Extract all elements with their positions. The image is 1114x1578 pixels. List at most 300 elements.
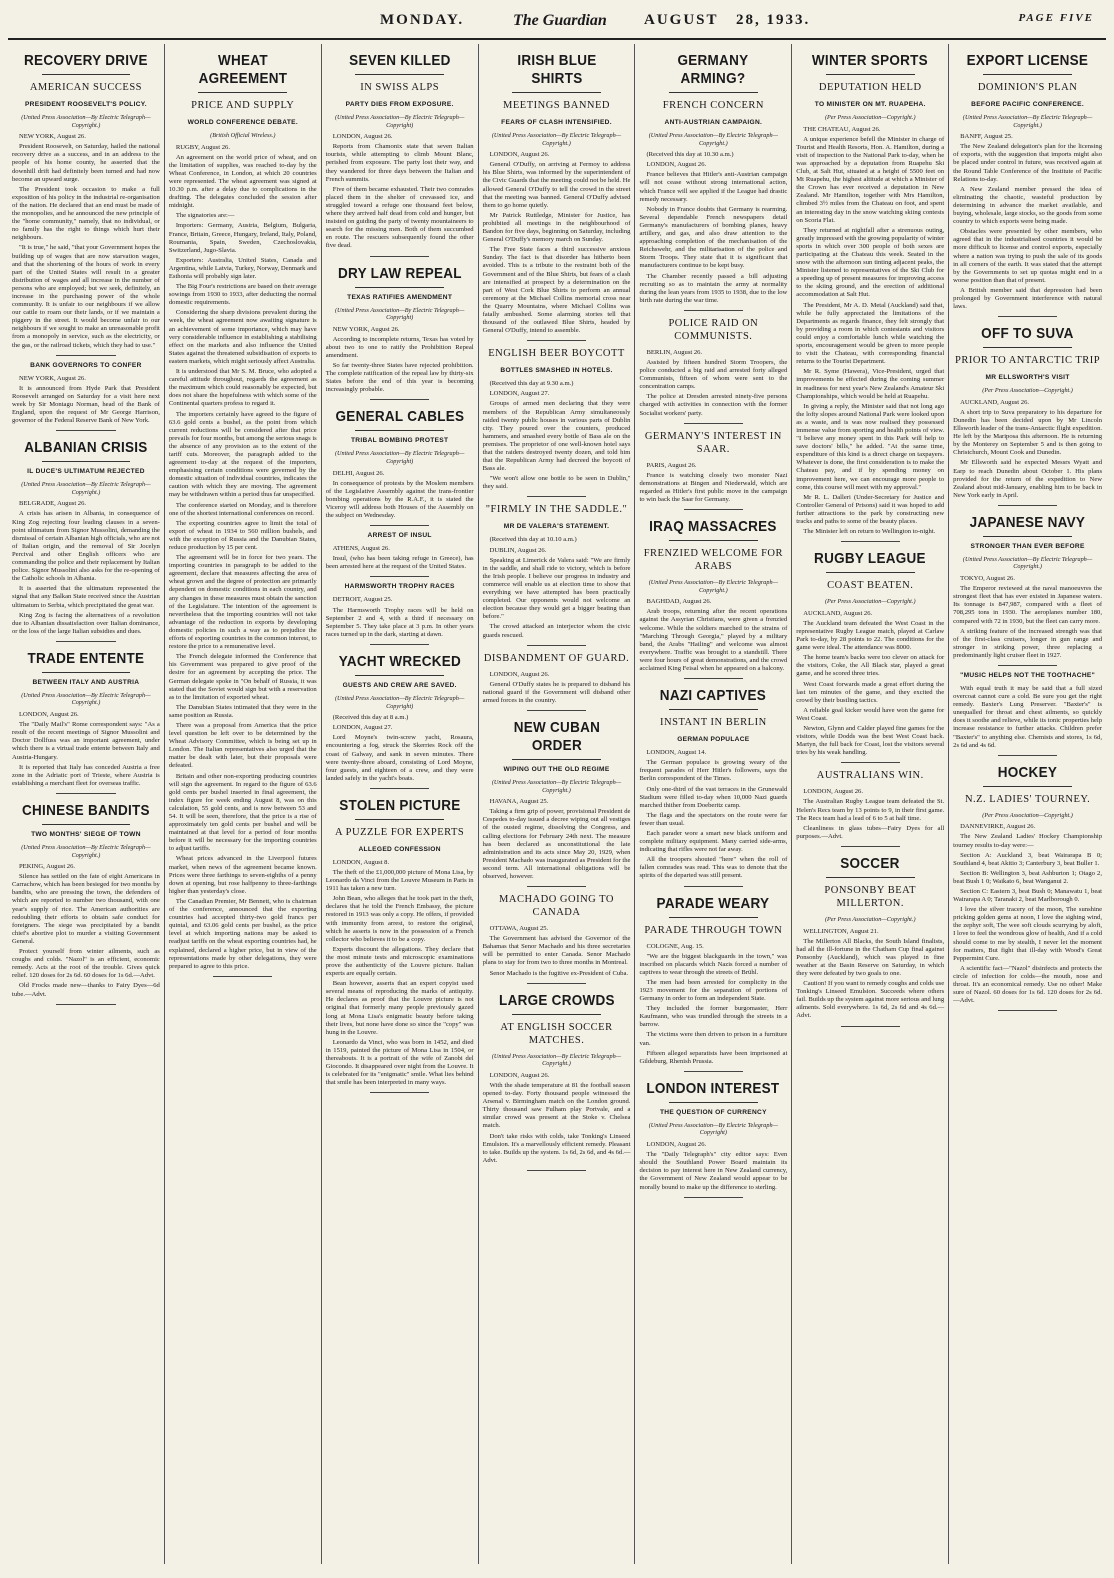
article-dateline: COLOGNE, Aug. 15. (646, 942, 704, 950)
article-deck: HARMSWORTH TROPHY RACES (344, 583, 455, 591)
article-dateline: AUCKLAND, August 26. (803, 609, 873, 617)
headline-rule (983, 536, 1072, 537)
article-credit: (United Press Association—By Electric Telegraph—Copyright.) (21, 691, 151, 707)
article-headline: PARADE WEARY (656, 894, 770, 912)
column-3 (322, 44, 479, 1564)
column-1 (8, 44, 165, 1564)
article-paragraph: The Millerton All Blacks, the South Island finalists, had all the ill-fortune in the Chatham Cup final against Ponsonby (Auckland), which was played in fine weather at the Basin Reserve on Saturday, in which they were defeated by two goals to one. (796, 937, 945, 977)
article-paragraph: The signatories are:— (175, 212, 235, 220)
article-dateline: LONDON, August 26. (332, 133, 393, 141)
article-deck: TRIBAL BOMBING PROTEST (350, 437, 449, 445)
article-subheading: IN SWISS ALPS (360, 82, 440, 93)
article-deck: ARREST OF INSUL (367, 532, 432, 540)
article (953, 764, 1102, 1012)
article-deck: BANK GOVERNORS TO CONFER (30, 361, 142, 369)
article-separator (213, 976, 272, 977)
article-deck: GUESTS AND CREW ARE SAVED. (342, 681, 457, 689)
article-credit: (United Press Association—By Electric Telegraph—Copyright.) (21, 843, 151, 859)
article-paragraph: The crowd attacked an interjector whom the civic guards rescued. (482, 623, 631, 639)
article-paragraph: An agreement on the world price of wheat, and on the limitation of supplies, was reached to-day by the Wheat Conference, in London, at which 20 countries were represented. The wheat agreement was signed at 10.30 p.m. after a delay due to complications in the drafting. The delegates concluded the session after midnight. (168, 153, 317, 210)
article-paragraph: The Emperor reviewed at the naval manoeuvres the strongest fleet that has ever existed in Japanese waters. Its tonnage is 847,987, compared with a fleet of 708,295 tons in 1930. The aeroplanes number 180, compared with 72 in 1930, but the fleet can carry more. (953, 585, 1103, 625)
article-dateline: With equal truth it may be said that a full sized overcoat cannot cure a cold. Be sure you get the right remedy. Baxter's Lung Preserver. "Baxter's" is unequalled for throat and chest ailments, so quickly does it soothe and relieve, while its tonic properties help increase resistance to further attacks. Children prefer "Baxter's" to anything else. Chemists and stores, 1s 6d, 2s 6d and 4s 6d. (953, 685, 1103, 749)
article-paragraph: The "Daily Mail's" Rome correspondent says: "As a result of the recent meetings of Signor Mussolini and Doctor Dollfuss was an important agreement, under which there is a virtual trade entente between Italy and Austria-Hungary. (12, 721, 160, 761)
article-paragraph: LONDON, August 27. (489, 390, 550, 398)
article-paragraph: Leonardo da Vinci, who was born in 1452, and died in 1519, painted the picture of Mona Lisa in 1504, or thereabouts. It is a portrait of the wife of Zanobi del Giocondo. It disappeared over night from the Louvre. It is celebrated for its "enigmatic" smile. What lies behind that smile has been interpreted in many ways. (325, 1038, 474, 1087)
article-paragraph: Old Frocks made new—thanks to Fairy Dyes—6d tube.—Advt. (12, 982, 160, 998)
headline-rule (355, 675, 444, 676)
article-separator (527, 1170, 586, 1171)
article-dateline: BERLIN, August 26. (646, 348, 703, 356)
headline-rule (355, 74, 444, 75)
article-paragraph: Mr R. L. Dalleri (Under-Secretary for Justice and Controller General of Prisons) said it was hoped to add further attractions to the park by constructing new tracks and paths to some of the beauty places. (796, 493, 945, 525)
article-paragraph: The home team's backs were too clever on attack for the visitors, Coke, the All Black star, played a great game, and he scored three tries. (796, 654, 945, 678)
article-dateline: LONDON, August 26. (646, 1141, 707, 1149)
article-credit: (United Press Association—By Electric Telegraph—Copyright) (334, 306, 465, 322)
article-deck: TWO MONTHS' SIEGE OF TOWN (31, 830, 141, 838)
article-dateline: BANFF, August 25. (960, 133, 1013, 141)
article-paragraph: The agreement will be in force for two years. The importing countries in paragraph to be added to the agreement, declare that measures affecting the area of wheat grown and the degree of protection are primarily dependent on domestic conditions in each country, and any changes in these measures must obtain the sanction of the Legislature. The intention of the agreement is nevertheless that the importing countries will not take advantage of the reduction in exports by developing domestic policies in such a way as to prejudice the efforts of exporting countries in the common interest, to restore the price to a remunerative level. (168, 554, 317, 651)
article-headline: SEVEN KILLED (348, 52, 451, 69)
article-paragraph: Reports from Chamonix state that seven Italian tourists, while attempting to climb Mount Blanc, perished from exposure. The party lost their way, and they wandered for three days between the Italian and French summits. (325, 143, 474, 183)
article-paragraph: A striking feature of the increased strength was that of the first-class cruisers, longer in gun range and stronger in striking power, three replacing a predominantly light cruiser fleet in 1927. (953, 627, 1103, 659)
article-dateline: NEW YORK, August 26. (19, 374, 86, 382)
article-separator (527, 983, 586, 984)
article-paragraph: The Minister left on return to Wellington to-night. (803, 528, 936, 536)
article-paragraph: Britain and other non-exporting producing countries will sign the agreement. In regard to the figure of 63.6 gold cents per bushel inserted in final agreement, the index figure for week ending August 8, was on this calculation, 55 gold cents, and is now between 53 and 54. It will be seen, therefore, that the price is a rise of approximately ten gold cents per bushel and will be maintained at that level for a period of four months before it will be necessary for the importing countries to adjust tariffs. (168, 772, 317, 853)
article-deck: STRONGER THAN EVER BEFORE (970, 542, 1085, 550)
article-credit: (United Press Association—By Electric Telegraph—Copyright) (334, 450, 465, 466)
article-subheading: DOMINION'S PLAN (977, 82, 1078, 93)
article-paragraph: Each parader wore a smart new black uniform and complete military equipment. Many carried side-arms, indicating that rifles were not far away. (639, 829, 788, 854)
article-paragraph: It is asserted that the ultimatum represented the signal that any Balkan State received since the Austrian ultimatum to Serbia, which precipitated the great war. (12, 585, 160, 609)
article-dateline: LONDON, August 26. (489, 151, 550, 159)
article-paragraph: DUBLIN, August 26. (489, 546, 547, 554)
article-paragraph: Section C: Eastern 3, beat Bush 0; Manawatu 1, beat Wairarapa A 0; Taranaki 2, beat Marlborough 0. (953, 888, 1103, 904)
article (953, 325, 1102, 506)
masthead-page-number: PAGE FIVE (1018, 12, 1094, 24)
article-separator (527, 710, 586, 711)
article-separator (527, 886, 586, 887)
column-7 (949, 44, 1106, 1564)
article-credit: (United Press Association—By Electric Telegraph—Copyright.) (491, 1052, 622, 1068)
headline-rule (826, 877, 915, 878)
article (639, 430, 787, 510)
article-paragraph: The Harmsworth Trophy races will be held on September 2 and 4, with a third if necessary on September 5. They take place at 3 p.m. In other years races turned up in the dark, starting at dawn. (325, 606, 474, 638)
article (12, 439, 160, 642)
article-dateline: (Received this day at 10.10 a.m.) (489, 536, 577, 544)
article-paragraph: Groups of armed men declaring that they were members of the Republican Army simultaneously raided twenty public houses in various parts of Dublin city. They poured over the counters, produced hammers, and smashed every bottle of Bass ale on the premises. The proprietor of one well-known hotel says that the raiders destroyed twenty dozen, and told him that the Republican Army had decreed the boycott of Bass ale. (482, 400, 631, 473)
article-headline: DRY LAW REPEAL (337, 264, 462, 282)
article (169, 52, 317, 977)
article-paragraph: Lord Moyne's twin-screw yacht, Rosaura, encountering a fog, struck the Skerries Rock off the coast of Galway, and sank in seven minutes. There were twenty-three aboard, consisting of Lord Moyne, four guests, and eighteen of a crew, and they were landed safely in the yacht's boats. (325, 734, 474, 782)
article-subheading: N.Z. LADIES' TOURNEY. (964, 793, 1091, 805)
article-paragraph: A British member said that depression had been prolonged by Government interference with natural laws. (953, 286, 1103, 311)
article (953, 514, 1102, 666)
article-credit: (United Press Association—By Electric Telegraph—Copyright.) (21, 481, 151, 496)
article-paragraph: They returned at nightfall after a strenuous outing, greatly impressed with the growing popularity of winter sports in which over 300 people of both sexes are participating at the Chateau this week. Seated in the snow with the afternoon sun tinting adjacent peaks, the Minister listened to representatives of the Ski Club for a speeding up of present measures for improving access to the skiing ground, and the erection of additional accommodation at Salt Hut. (796, 226, 945, 299)
article-separator (56, 1004, 115, 1005)
article-subheading: COAST BEATEN. (827, 580, 914, 592)
article-paragraph: Senor Machado is the fugitive ex-President of Cuba. (489, 969, 629, 977)
headline-rule (42, 672, 131, 673)
article-paragraph: A unique experience befell the Minister in charge of Tourist and Health Resorts, Hon. A. Hamilton, during a visit of inspection to the National Park to-day, when he was approached by a deputation from Ruapehu Ski Club, at Salt Hut, situated at a height of 5500 feet on Mt Ruapehu, the highest altitude at which a Minister of the Crown has ever received a deputation in New Zealand. Mr Hamilton, together with Mrs Hamilton, climbed 3½ miles from the Chateau on foot, and spent an interesting day in the snow watching skiing contests on Scoria Flat. (796, 135, 945, 224)
article (483, 52, 631, 341)
article-headline: NEW CUBAN ORDER (513, 718, 600, 754)
article (639, 518, 787, 679)
article (639, 895, 787, 1072)
article-credit: (Per Press Association—Copyright.) (982, 811, 1073, 819)
article-dateline: (Received this day at 8 a.m.) (332, 714, 409, 722)
article-paragraph: The conference started on Monday, and is therefore one of the shortest international conferences on record. (168, 501, 317, 517)
column-4 (479, 44, 636, 1564)
article (483, 893, 631, 984)
article-separator (370, 1092, 429, 1093)
headline-rule (826, 572, 915, 573)
article-paragraph: Mr Ellsworth said he expected Messrs Wyatt and Earp to reach Dunedin about October 1. His plans provided for the return of the expedition to New Zealand about mid-January, enabling him to be back in New York early in April. (953, 459, 1103, 499)
article (483, 719, 631, 887)
article-deck: MR DE VALERA'S STATEMENT. (503, 523, 610, 531)
headline-rule (42, 74, 131, 75)
article (796, 769, 944, 847)
article-paragraph: A short trip to Suva preparatory to his departure for Dunedin has been decided upon by Mr Lincoln Ellsworth leader of the trans-Antarctic flight expedition. He left by the Mariposa this afternoon. He is returning by the Monterey on September 5 and is then going to Christchurch, Mount Cook and Dunedin. (953, 408, 1103, 457)
article-paragraph: Section A: Auckland 3, beat Wairarapa B 0; Southland 4, beat Akitio 3; Canterbury 3, beat Buller 1. (953, 851, 1103, 867)
article-credit: (United Press Association—By Electric Telegraph—Copyright) (334, 694, 465, 710)
article-dateline: LONDON, August 26. (19, 711, 79, 719)
article (12, 52, 160, 356)
article-paragraph: It is reported that Italy has conceded Austria a free zone in the Adriatic port of Trieste, where Austria is establishing a merchant fleet for overseas traffic. (12, 763, 160, 787)
article-paragraph: Don't take risks with colds, take Tonking's Linseed Emulsion. It's a marvellously efficient remedy. Pleasant to take. Builds up the system. 1s 6d, 2s 6d, and 4s 6d.—Advt. (482, 1132, 631, 1164)
article-paragraph: Arab troops, returning after the recent operations against the Assyrian Christians, were given a frenzied welcome. While the soldiers marched to the strains of "Marching Through Georgia," played by a military band, the Arabs "Hailing" and welcome was almost everywhere. Traffic was brought to a standstill. There were four hours of great demonstrations, and the crowd acclaimed King Feisal when he appeared on a balcony. (639, 608, 788, 673)
article (639, 687, 787, 886)
article-dateline: BELGRADE, August 26. (19, 500, 87, 508)
article-paragraph: I love the silver tracery of the moon, The sunshine pricking golden gems at noon, I love the sighing wind, the zephyr soft, The wee soft clouds scurrying by aloft, I love to feel the wondrous glow of health, And if a cold should come to me by stealth, I never let the moment for matters, But fight that ill-day with Wood's Great Peppermint Cure. (953, 906, 1103, 962)
article-separator (56, 793, 115, 794)
article-deck: ANTI-AUSTRIAN CAMPAIGN. (664, 119, 763, 126)
article-separator (370, 256, 429, 257)
article-subheading: FRENZIED WELCOME FOR ARABS (643, 548, 784, 573)
article-subheading: AT ENGLISH SOCCER MATCHES. (500, 1021, 613, 1046)
article-credit: (United Press Association—By Electric Telegraph—Copyright.) (962, 114, 1093, 129)
article-paragraph: The Free State faces a third successive anxious Sunday. The fact is that disorder has hitherto been avoided. This is a tribute to the restraint both of the Government and of the Blue Shirts, but fears of a clash are intensified at prospect by a determination on the part of West Cork Blue Shirts to perform an annual ceremony at the Michael Collins memorial cross near the Quarry Mountains, where Michael Collins was fatally ambushed. Some alarming stories tell that thousand of the outlawed Blue Shirts, headed by General O'Duffy, intend to assemble. (482, 246, 631, 335)
article-credit: (Per Press Association—Copyright.) (824, 915, 916, 923)
article (326, 408, 474, 526)
article-separator (998, 316, 1058, 317)
article-headline: OFF TO SUVA (981, 325, 1074, 343)
article-paragraph: King Zog is facing the alternatives of a revolution due to Albanian dissatisfaction over Italian dominance, or the loss of the large Italian subsidies and dues. (12, 611, 160, 635)
article-paragraph: Importers: Germany, Austria, Belgium, Bulgaria, France, Britain, Greece, Hungary, Ireland, Italy, Poland, Roumania, Spain, Sweden, Czechoslovakia, Switzerland, Jugo-Slavia. (168, 222, 317, 254)
article-paragraph: The Chamber recently passed a bill adjusting recruiting so as to maintain the army at normality during the lean years from 1935 to 1938, due to the low birth rate during the war time. (639, 272, 788, 304)
article-subheading: DEPUTATION HELD (818, 82, 922, 93)
column-6 (792, 44, 949, 1564)
article-headline: NAZI CAPTIVES (660, 687, 767, 705)
article-deck: IL DUCE'S ULTIMATUM REJECTED (27, 468, 145, 476)
headline-rule (42, 824, 131, 825)
article-paragraph: According to incomplete returns, Texas has voted by about two to one to ratify the Prohibition Repeal amendment. (325, 335, 474, 359)
article-subheading: GERMANY'S INTEREST IN SAAR. (644, 430, 782, 455)
article-credit: (British Official Wireless.) (210, 132, 276, 139)
headline-rule (512, 1014, 601, 1015)
article-separator (998, 665, 1058, 666)
article (796, 855, 944, 1027)
article-paragraph: There was a proposal from America that the price level question be left over to be determined by the Wheat Advisory Committee, which is being set up in London. The Italian representatives also urged that the matter be dealt with later, but their proposals were defeated. (168, 721, 317, 770)
article-dateline: RUGBY, August 26. (175, 143, 230, 151)
article-subheading: FRENCH CONCERN (662, 100, 764, 111)
article-separator (841, 541, 900, 542)
article-separator (841, 846, 900, 847)
article-separator (527, 496, 586, 497)
article-paragraph: The police at Dresden arrested ninety-five persons charged with activities in connection with the former Socialist workers' party. (639, 393, 788, 417)
article-separator (684, 1197, 743, 1198)
article (953, 671, 1102, 756)
article-paragraph: A crisis has arisen in Albania, in consequence of King Zog rejecting four leading clauses in a seven-point ultimatum from Signor Mussolini, demanding the dismissal of certain Albanian high officials, who are not of Italian origin, and the removal of Sir Jocelyn Percival and other English officers who are commanding the police and their replacement by Italian police. Signor Mussolini also asks for the re-opening of the Catholic schools in Albania. (12, 510, 160, 583)
article-paragraph: The President took occasion to make a full exposition of his policy in the industrial re-organisation of the nation. He declared that an end must be made of the monopolies, and he announced the new principle of the "home community," namely, that no individual, or no family has the right to things which hurt their neighbours. (12, 185, 160, 242)
article-paragraph: The men had been arrested for complicity in the 1923 movement for the separation of portions of Germany in order to form an independent State. (639, 978, 788, 1003)
article-separator (841, 762, 900, 763)
article-headline: YACHT WRECKED (338, 652, 461, 670)
article-headline: SOCCER (840, 854, 900, 872)
article-paragraph: Mr R. Syme (Hawera), Vice-President, urged that improvements be effected during the coming summer in readiness for next year's New Zealand's Amateur Ski Championships, which would be held at Ruapehu. (796, 368, 945, 400)
article-separator (684, 1071, 743, 1072)
article-paragraph: France is watching closely two monster Nazi demonstrations at Bingen and Niederwald, which are regarded as Hitler's first public move in the campaign to win back the Saar for Germany. (639, 471, 788, 503)
article-paragraph: They included the former burgomaster, Herr Kaufmann, who was trundled through the streets in a barrow. (639, 1005, 788, 1029)
article-subheading: POLICE RAID ON COMMUNISTS. (668, 317, 759, 342)
article-paragraph: So far twenty-three States have rejected prohibition. The complete ratification of the repeal law by thirty-six States before the end of this year is becoming increasingly probable. (325, 362, 474, 394)
headline-rule (826, 74, 915, 75)
article-paragraph: The President, Mr A. D. Metal (Auckland) said that, while he fully appreciated the limitations of the Departments as regards finance, they felt strongly that by providing a room in which contestants and visitors could enjoy a comfortable lunch while watching the sports, encouragement would be given to more people to visit the Chateau, with corresponding financial returns to the Tourist Department. (796, 301, 945, 366)
article-paragraph: The victims were then driven to prison in a furniture van. (639, 1031, 788, 1047)
article (12, 650, 160, 794)
article-separator (370, 525, 429, 526)
article-paragraph: "We won't allow one bottle to be seen in Dublin," they said. (482, 475, 631, 491)
article-credit: (United Press Association—By Electric Telegraph—Copyright.) (648, 132, 779, 147)
article-paragraph: John Bean, who alleges that he took part in the theft, declares that he told the French Embassy, the picture restored in 1913 was only a copy. He offers, if provided with immunity from arrest, to restore the original, which he asserts is now in the possession of a French collector who believes it to be a copy. (325, 895, 474, 943)
newspaper-columns (8, 44, 1106, 1564)
article-paragraph: The Danubian States intimated that they were in the same position as Russia. (168, 703, 317, 719)
article (483, 347, 631, 497)
article-credit: (United Press Association—By Electric Telegraph—Copyright.) (962, 555, 1093, 571)
article-paragraph: West Coast forwards made a great effort during the last ten minutes of the game, and they excited the crowd by their bustling tactics. (796, 680, 945, 704)
article (326, 265, 474, 401)
article-paragraph: The "Daily Telegraph's" city editor says: Even should the Southland Power Board maintain its decision to pay interest here in New Zealand currency, the Government of New Zealand would appear to be morally bound to make up the difference to sterling. (639, 1151, 788, 1191)
article (326, 531, 474, 577)
article-separator (56, 641, 115, 642)
article-paragraph: "We are the biggest blackguards in the town," was inscribed on placards which Nazis forced a number of captives to wear through the streets of Brühl. (639, 952, 788, 976)
article-paragraph: Wheat prices advanced in the Liverpool futures market, when news of the agreement became known. Prices were three farthings to seven-eighths of a penny down at opening, but rose halfpenny to three-farthings higher than yesterday's close. (168, 855, 317, 895)
article-paragraph: Assisted by fifteen hundred Storm Troopers, the police conducted a big raid and arrested forty alleged Communists, fifteen of whom were sent to the concentration camps. (639, 358, 788, 391)
article-headline: RECOVERY DRIVE (24, 52, 148, 69)
article-separator (684, 678, 743, 679)
article-credit: (United Press Association—By Electric Telegraph—Copyright.) (491, 778, 622, 794)
article-deck: FEARS OF CLASH INTENSIFIED. (501, 119, 612, 126)
article-credit: (United Press Association—By Electric Telegraph—Copyright) (334, 114, 465, 129)
article (639, 52, 787, 311)
article-headline: RUGBY LEAGUE (814, 550, 927, 568)
article-paragraph: Silence has settled on the fate of eight Americans in Carrachow, which has been besieged for two months by bandits, who are pressing the town, the defenders of which are reported to number two thousand, with one year's supply of rice. The American authorities are redoubling their efforts to obtain safe conduct for foreigners. The siege was precipitated by a bandit chief's abortive plot to murder a visiting Government General. (12, 873, 160, 945)
article-deck: PRESIDENT ROOSEVELT'S POLICY. (24, 101, 147, 108)
article-paragraph: The Big Four's restrictions are based on their average sowings from 1930 to 1933, after deducting the normal domestic requirements. (168, 283, 317, 307)
article-dateline: ATHENS, August 26. (332, 545, 390, 553)
article-credit: (Per Press Association—Copyright.) (824, 598, 916, 606)
article-separator (56, 355, 115, 356)
article-dateline: TOKYO, August 26. (960, 575, 1015, 583)
article-dateline: NEW YORK, August 26. (332, 325, 400, 333)
article-paragraph: With the shade temperature at 81 the football season opened to-day. Forty thousand people witnessed the Arsenal v. Birmingham match on the London ground. Thirty thousand saw Fulham play Portvale, and a similar crowd was present at the Stoke v. Chelsea match. (482, 1081, 631, 1130)
article-paragraph: The New Zealand Ladies' Hockey Championship tourney results to-day were:— (953, 833, 1103, 849)
article-paragraph: Bean however, asserts that an expert copyist used several means of reproducing the marks of antiquity. He declares as proof that the Louvre picture is not original that formerly many people previously gazed long at Mona Lisa's enigmatic beauty before taking their lives, but none have done so since the "copy" was hung in the Louvre. (325, 980, 474, 1036)
article (953, 52, 1102, 317)
article-paragraph: The flags and the spectators on the route were far fewer than usual. (639, 811, 788, 827)
column-2 (165, 44, 322, 1564)
article (483, 992, 631, 1171)
headline-rule (669, 917, 758, 918)
article-headline: STOLEN PICTURE (338, 796, 461, 814)
column-5 (635, 44, 792, 1564)
article-dateline: LONDON, August 8. (332, 858, 390, 866)
article-deck: BEFORE PACIFIC CONFERENCE. (971, 101, 1084, 108)
article-paragraph: Protect yourself from winter ailments, such as coughs and colds. "Nazol" is an efficient, economic remedy. Acts at the root of the trouble. Gives quick relief. 120 doses for 2s 6d. 60 doses for 1s 6d.—Advt. (12, 948, 160, 980)
article-headline: HOCKEY (997, 763, 1058, 781)
article-subheading: A PUZZLE FOR EXPERTS (335, 826, 465, 838)
article-paragraph: Speaking at Limerick de Valera said: "We are firmly in the saddle, and shall ride to victory, which is before the Irish people. I believe our progress in industry and commerce will enable us at election time to show that everything we have attempted has been practically completed. Our opponents would not welcome an election because they would get a bigger beating than before." (482, 556, 631, 621)
headline-rule (669, 92, 758, 93)
article-paragraph: Taking a firm grip of power, provisional President de Cespedes to-day issued a decree wiping out all vestiges of the ousted regime, dissolving the Congress, and calling elections for February 24th next. The measure has been declared as unconstitutional the late administration and its acts since May 20, 1929, when President Machado was inaugurated as President for the second term. All international obligations will be observed, however. (482, 808, 631, 880)
article-credit: (Per Press Association—Copyright.) (982, 387, 1073, 395)
article-credit: (United Press Association—By Electric Telegraph—Copyright) (648, 1121, 779, 1137)
article-dateline: PEKING, August 26. (19, 863, 76, 871)
article (483, 652, 631, 711)
article-separator (527, 340, 586, 341)
article-paragraph: All the troopers shouted "here" when the roll of fallen comrades was read. This was to denote that the spirits of the departed was still present. (639, 856, 788, 880)
article-subheading: PRICE AND SUPPLY (191, 100, 295, 111)
article-paragraph: Mr Patrick Ruttledge, Minister for Justice, has prohibited all meetings in the neighbourhood of Bandon for five days, beginning on Saturday, including General O'Duffy's memory march on Sunday. (482, 211, 631, 244)
article-subheading: ENGLISH BEER BOYCOTT (488, 348, 625, 360)
article-headline: EXPORT LICENSE (966, 52, 1089, 69)
article-dateline: PARIS, August 26. (646, 461, 697, 469)
article-paragraph: A reliable goal kicker would have won the game for West Coast. (796, 706, 945, 722)
article-paragraph: Nobody in France doubts that Germany is rearming. Several dependable French newspapers detail Germany's manufacturers of bombing planes, heavy artillery, and gas, and also draw attention to the approaching completion of the mechanisation of the Reichswehr, and the militarisation of the police and Storm Troops. They state that it is significant that manufacturers continue to be kept busy. (639, 205, 788, 270)
article-deck: BETWEEN ITALY AND AUSTRIA (32, 678, 140, 686)
article-paragraph: France believes that Hitler's anti-Austrian campaign will not cease without strong international action, which France will see applied if the League had drastic remedy necessary. (639, 171, 788, 203)
article-separator (684, 886, 743, 887)
article (326, 797, 474, 1094)
article-subheading: DISBANDMENT OF GUARD. (483, 652, 630, 664)
article-paragraph: General O'Duffy, on arriving at Fermoy to address his Blue Shirts, was informed by the superintendent of the Civic Guards that the meeting could not be held. He allowed General O'Duffy to tell the crowd in the street that the meeting was banned. General O'Duffy advised them to go home quietly. (482, 161, 631, 209)
article-headline: GENERAL CABLES (335, 408, 465, 426)
article-subheading: MEETINGS BANNED (503, 100, 610, 111)
headline-rule (669, 1102, 758, 1103)
masthead-month: AUGUST (644, 12, 719, 28)
headline-rule (983, 347, 1072, 348)
article-headline: JAPANESE NAVY (969, 513, 1086, 531)
article-dateline: LONDON, August 14. (646, 749, 707, 757)
article-headline: CHINESE BANDITS (22, 801, 150, 819)
article-paragraph: A scientific fact—"Nazol" disinfects and protects the circle of infection for colds—the mouth, nose and throat. It's an economical remedy. Use no other! Make sure of Nazol. 60 doses for 1s 6d. 120 doses for 2s 6d.—Advt. (953, 964, 1103, 1005)
article-paragraph: Section B: Wellington 3, beat Ashburton 1; Otago 2, beat Bush 1 0; Waikato 6, beat Wanganui 2. (953, 869, 1103, 885)
headline-rule (355, 287, 444, 288)
masthead-paper-name: The Guardian (513, 12, 607, 29)
article-dateline: (Received this day at 10.30 a.m.) (646, 151, 734, 159)
article (326, 52, 474, 257)
article-subheading: PRIOR TO ANTARCTIC TRIP (955, 355, 1101, 367)
article-deck: GERMAN POPULACE (677, 736, 750, 744)
article-dateline: THE CHATEAU, August 26. (803, 125, 881, 133)
article-paragraph: Exporters: Australia, United States, Canada and Argentina, while Latvia, Turkey, Norway, Denmark and Esthonia will probably sign later. (168, 256, 317, 280)
article-subheading: PONSONBY BEAT MILLERTON. (824, 884, 917, 909)
headline-rule (42, 461, 131, 462)
article (12, 802, 160, 1005)
article-deck: BOTTLES SMASHED IN HOTELS. (500, 367, 613, 375)
article-separator (370, 399, 429, 400)
article-subheading: INSTANT IN BERLIN (660, 717, 767, 729)
article-paragraph: The importers certainly have agreed to the figure of 63.6 gold cents a bushel, as the point from which current reductions will be considered after that price prevails for four months, but among the serious snags is the absence of any provision as to the extent of the tariff cuts. Moreover, the paragraph added to the agreement to-day at the request of the importers, emphasising certain conditions were governed by the domestic situation of individual countries, indicates the caution with which they are moving. The agreement may be withdrawn within a period thus far unspecified. (168, 410, 317, 499)
article-paragraph: The Australian Rugby League team defeated the St. Helen's Recs team by 13 points to 9, in their first game. The Recs team had a lead of 6 to 5 at half time. (796, 798, 945, 822)
article-paragraph: In giving a reply, the Minister said that not long ago the lofty slopes around National Park were looked upon as a waste, and is was now realised they possessed immense value from sporting and health points of view. "I believe any money spent in this Park will help to save doctors' bills," he added. "At the same time, expenditure of this kind is a direct charge on taxpayers. Whatever is done, the first consideration is to make the Chateau pay, and if by spending money on improvement here, we can encourage more people to come, this course will meet with my approval." (796, 402, 945, 491)
article-paragraph: The Government has advised the Governor of the Bahamas that Senor Machado and his three secretaries will be permitted to enter Canada. Senor Machado plans to stay for from two to three months in Montreal. (482, 935, 631, 967)
article-separator (998, 1010, 1058, 1011)
article-deck: ALLEGED CONFESSION (358, 845, 441, 853)
article-deck: WORLD CONFERENCE DEBATE. (187, 119, 298, 126)
article-dateline: DANNEVIRKE, August 26. (960, 823, 1036, 831)
article-paragraph: The German populace is growing weary of the frequent parades of Herr Hitler's followers, says the Berlin correspondent of the Times. (639, 759, 788, 783)
article-headline: IRAQ MASSACRES (649, 518, 778, 536)
article-separator (841, 1026, 900, 1027)
article-headline: IRISH BLUE SHIRTS (516, 52, 597, 87)
article-paragraph: The theft of the £1,000,000 picture of Mona Lisa, by Leonardo da Vinci from the Louvre Museum in Paris in 1911 has taken a new turn. (325, 868, 474, 893)
masthead-date: 28, 1933. (736, 12, 811, 28)
article (483, 503, 631, 645)
article-paragraph: The exporting countries agree to limit the total of export of wheat in 1934 to 560 million bushels, and with the exception of Russia and the Danubian States, reduce production by 15 per cent. (168, 519, 317, 551)
article-subheading: AUSTRALIANS WIN. (816, 770, 924, 782)
article-paragraph: General O'Duffy states he is prepared to disband his national guard if the Government will disband other armed forces in the country. (482, 680, 631, 704)
article-headline: ALBANIAN CRISIS (24, 439, 148, 457)
article-paragraph: Only one-third of the vast terraces in the Grunewald Stadium were filled to-day when 10,000 Nazi guards marched thither from Doeberitz camp. (639, 785, 788, 809)
article-separator (527, 645, 586, 646)
article-paragraph: The New Zealand delegation's plan for the licensing of exports, with the suggestion that imports might also be placed under control in future, was received again at the Round Table Conference of the Institute of Pacific Relations to-day. (953, 143, 1103, 183)
article-separator (370, 576, 429, 577)
article-deck: THE QUESTION OF CURRENCY (659, 1108, 767, 1116)
article-paragraph: Obstacles were presented by other members, who agreed that in the industrialised countries it would be more difficult to license and control exports, especially where a nation was trying to push the sale of its goods in all corners of the earth. It was stated that the attempt by the Governments to set up quotas might end in a worse position than that of present. (953, 228, 1103, 284)
article-dateline: NEW YORK, August 26. (19, 133, 86, 141)
article-paragraph: Five of them became exhausted. Their two comrades placed them in the shelter of crevassed ice, and struggled toward a refuge one thousand feet below, where they arrived half dead from cold and hunger, but insisted on guiding the party of twenty mountaineers to search for the missing men. Both of them succumbed en route. The rescuers subsequently found the other five dead. (325, 185, 474, 250)
article-paragraph: LONDON, August 27. (332, 724, 393, 732)
article (639, 317, 787, 424)
article-headline: WINTER SPORTS (812, 52, 929, 69)
headline-rule (669, 709, 758, 710)
article-deck: PARTY DIES FROM EXPOSURE. (345, 101, 454, 108)
article (326, 582, 474, 644)
article (326, 653, 474, 789)
article-dateline: LONDON, August 26. (489, 1071, 550, 1079)
headline-rule (669, 540, 758, 541)
article-dateline: (Received this day at 9.30 a.m.) (489, 380, 574, 388)
article-subheading: AMERICAN SUCCESS (29, 82, 142, 93)
headline-rule (198, 92, 287, 93)
article-paragraph: Newton, Glynn and Calder played fine games for the visitors, while Dodds was the best West Coast back. Martyn, the full back for Coast, lost the visitors several tries by his weak handling. (796, 725, 945, 757)
article-paragraph: Caution! If you want to remedy coughs and colds use Tonking's Linseed Emulsion. Succeeds where others fail. Builds up the system against more serious and lung ailments. Sold everywhere. 1s 6d, 2s 6d and 4s 6d.—Advt. (796, 980, 945, 1020)
article-separator (370, 644, 429, 645)
article-paragraph: It is announced from Hyde Park that President Roosevelt arranged on Saturday for a visit here next week by Sir Montagu Norman, head of the Bank of England, upon the request of Mr George Harrison, governor of the Federal Reserve Bank of New York. (12, 384, 160, 425)
article-separator (684, 423, 743, 424)
article-paragraph: A New Zealand member pressed the idea of eliminating the chaotic, wasteful production by determining in advance the market available, and buying, wholesale, large stocks, so the goods from some country to which exports were being made. (953, 185, 1103, 226)
article-paragraph: "It is true," he said, "that your Government hopes the building up of wages that are now starvation wages, and that the shortening of the hours of work in every part of the United States will result in a greater distribution of wages and all increase in the number of persons who are employed; but we seek, definitely, an increase in the purchasing power of the whole community. It is unfair to our neighbours if we allow our cattle to roam our their lands, or if we maintain a piggery in the street. It would become unfair to our neighbours if we sought to make an unreasonable profit from a monopoly in service, such as the electricity, or the gas, or the railroad tickets, which they had to use." (12, 244, 160, 349)
article-paragraph: In consequence of protests by the Moslem members of the Legislative Assembly against the trans-frontier bombing operations by the R.A.F., it is stated the Viceroy will address both Houses of the Assembly on the subject on Wednesday. (325, 479, 474, 520)
article-credit: (United Press Association—By Electric Telegraph—Copyright.) (21, 114, 151, 129)
article-dateline: BAGHDAD, August 26. (646, 598, 712, 606)
article-separator (56, 430, 115, 431)
article-headline: LARGE CROWDS (498, 991, 615, 1009)
article-headline: LONDON INTEREST (646, 1079, 780, 1097)
article-headline: GERMANY ARMING? (677, 52, 749, 87)
